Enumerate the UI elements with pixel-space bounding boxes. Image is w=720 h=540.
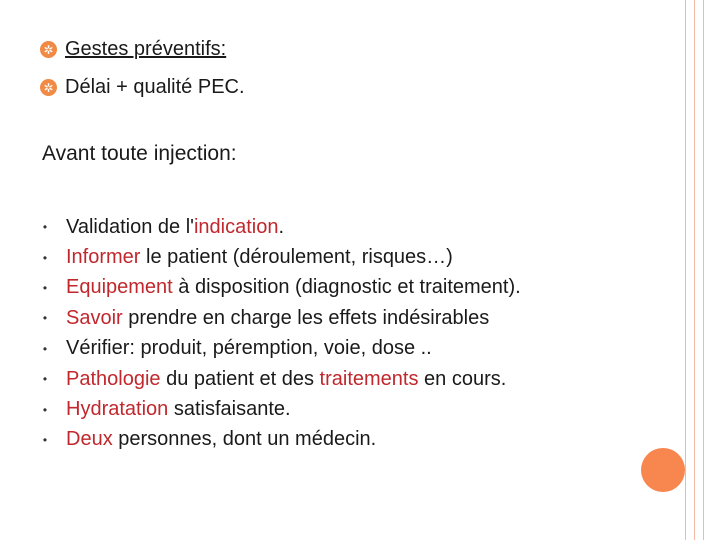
bullet-icon: • bbox=[42, 341, 48, 356]
bullet-list bbox=[24, 212, 521, 455]
decorative-line bbox=[703, 0, 704, 540]
list-item-text: Pathologie du patient et des traitements en cours. bbox=[66, 367, 507, 390]
list-item bbox=[24, 334, 521, 364]
bullet-icon: • bbox=[42, 372, 48, 387]
decorative-line bbox=[685, 0, 686, 540]
list-item bbox=[24, 364, 521, 394]
list-item bbox=[24, 273, 521, 303]
top-item-delai bbox=[40, 76, 245, 99]
top-item-gestes bbox=[40, 38, 226, 61]
bullet-icon: • bbox=[42, 311, 48, 326]
list-item bbox=[24, 242, 521, 272]
bullet-icon: • bbox=[42, 432, 48, 447]
list-item bbox=[24, 212, 521, 242]
list-item-text: Hydratation satisfaisante. bbox=[66, 398, 291, 421]
list-item-text: Deux personnes, dont un médecin. bbox=[66, 428, 377, 451]
bullet-icon: • bbox=[42, 220, 48, 235]
top-item-text: Gestes préventifs: bbox=[65, 38, 227, 60]
list-item-text: Informer le patient (déroulement, risques…) bbox=[66, 246, 453, 269]
decorative-line bbox=[694, 0, 695, 540]
bullet-icon: • bbox=[42, 402, 48, 417]
bullet-icon: • bbox=[42, 280, 48, 295]
list-item-text: Savoir prendre en charge les effets indésirables bbox=[66, 306, 490, 329]
gear-icon: ✲ bbox=[40, 41, 57, 58]
list-item-text: Vérifier: produit, péremption, voie, dose .. bbox=[66, 337, 432, 360]
bullet-icon: • bbox=[42, 250, 48, 265]
list-item-text: Equipement à disposition (diagnostic et traitement). bbox=[66, 276, 521, 299]
list-item bbox=[24, 394, 521, 424]
decorative-circle bbox=[641, 448, 685, 492]
gear-icon: ✲ bbox=[40, 79, 57, 96]
top-item-text: Délai + qualité PEC. bbox=[65, 76, 245, 98]
intro-heading: Avant toute injection: bbox=[42, 142, 237, 165]
list-item bbox=[24, 303, 521, 333]
list-item bbox=[24, 425, 521, 455]
list-item-text: Validation de l'indication. bbox=[66, 215, 285, 238]
